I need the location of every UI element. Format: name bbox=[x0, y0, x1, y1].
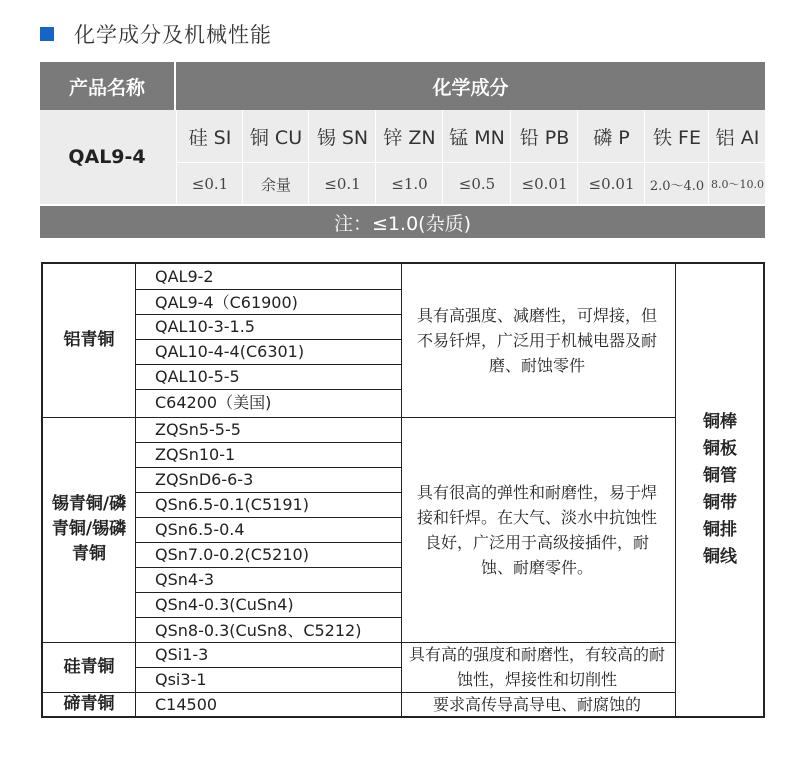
alloy-grade: Qsi3-1 bbox=[155, 670, 207, 689]
alloy-grade: QSn6.5-0.4 bbox=[155, 520, 245, 539]
element-name: 铅 PB bbox=[519, 126, 570, 149]
element-name: 铁 FE bbox=[653, 126, 701, 149]
element-name: 硅 SI bbox=[188, 126, 232, 149]
alloy-category: 碲青铜 bbox=[63, 693, 115, 714]
alloy-grade: ZQSn5-5-5 bbox=[155, 420, 241, 439]
column-divider bbox=[135, 264, 136, 716]
alloy-grade: QAL10-4-4(C6301) bbox=[155, 342, 305, 361]
element-column bbox=[442, 110, 511, 204]
product-form: 铜棒 bbox=[703, 412, 737, 432]
chem-table-body bbox=[40, 110, 765, 204]
section-header bbox=[40, 18, 272, 50]
element-value: ≤1.0 bbox=[376, 162, 443, 205]
element-column bbox=[577, 110, 645, 204]
chemical-composition-table bbox=[40, 62, 765, 238]
impurity-note: 注：≤1.0(杂质) bbox=[40, 206, 765, 238]
element-value: ≤0.01 bbox=[511, 162, 578, 205]
product-form: 铜管 bbox=[703, 466, 737, 486]
element-column bbox=[242, 110, 309, 204]
alloy-grade: QAL10-5-5 bbox=[155, 367, 240, 386]
alloy-description: 具有高强度、减磨性，可焊接，但不易钎焊，广泛用于机械电器及耐磨、耐蚀零件 bbox=[416, 306, 657, 375]
alloy-category: 铝青铜 bbox=[63, 330, 115, 350]
element-value: 2.0～4.0 bbox=[645, 162, 709, 205]
alloy-grade: QAL10-3-1.5 bbox=[155, 317, 255, 336]
alloy-grade: QSn7.0-0.2(C5210) bbox=[155, 545, 309, 564]
alloy-category: 硅青铜 bbox=[63, 656, 115, 677]
element-name: 铝 AI bbox=[715, 126, 760, 149]
alloy-description: 具有很高的弹性和耐磨性，易于焊接和钎焊。在大气、淡水中抗蚀性良好，广泛用于高级接插件，耐蚀、耐磨零件。 bbox=[416, 482, 657, 577]
element-name: 锰 MN bbox=[449, 126, 505, 149]
alloy-category: 锡青铜/磷青铜/锡磷青铜 bbox=[51, 494, 127, 564]
alloy-grade: C14500 bbox=[155, 695, 218, 714]
alloy-grade: ZQSnD6-6-3 bbox=[155, 470, 254, 489]
product-form: 铜带 bbox=[703, 493, 737, 513]
element-column bbox=[510, 110, 578, 204]
element-value: 余量 bbox=[243, 162, 309, 205]
element-column bbox=[375, 110, 443, 204]
product-form: 铜线 bbox=[703, 547, 737, 567]
alloy-description: 具有高的强度和耐磨性，有较高的耐蚀性，焊接性和切削性 bbox=[408, 645, 665, 689]
element-column bbox=[308, 110, 376, 204]
alloy-grade: QSi1-3 bbox=[155, 645, 209, 664]
product-form: 铜排 bbox=[703, 520, 737, 540]
header-chemical-composition: 化学成分 bbox=[176, 62, 765, 110]
element-value: ≤0.01 bbox=[578, 162, 645, 205]
element-name: 锡 SN bbox=[316, 126, 369, 149]
alloy-grade: QAL9-2 bbox=[155, 267, 214, 286]
element-column bbox=[176, 110, 243, 204]
element-name: 磷 P bbox=[593, 126, 630, 149]
alloy-grades-table bbox=[41, 262, 765, 718]
alloy-description: 要求高传导高导电、耐腐蚀的 bbox=[432, 694, 641, 714]
element-value: ≤0.1 bbox=[309, 162, 376, 205]
product-grade: QAL9-4 bbox=[68, 146, 146, 168]
element-value: ≤0.1 bbox=[177, 162, 243, 205]
alloy-grade: QSn6.5-0.1(C5191) bbox=[155, 495, 309, 514]
header-product-name: 产品名称 bbox=[40, 62, 174, 110]
element-name: 锌 ZN bbox=[383, 126, 436, 149]
section-title: 化学成分及机械性能 bbox=[74, 23, 272, 47]
product-form: 铜板 bbox=[703, 439, 737, 459]
alloy-grade: QAL9-4（C61900) bbox=[155, 293, 298, 312]
element-column bbox=[644, 110, 709, 204]
alloy-grade: ZQSn10-1 bbox=[155, 445, 236, 464]
alloy-grade: QSn4-0.3(CuSn4) bbox=[155, 595, 294, 614]
element-value: 8.0～10.0 bbox=[709, 162, 766, 205]
column-divider bbox=[675, 264, 676, 716]
alloy-grade: QSn8-0.3(CuSn8、C5212) bbox=[155, 621, 362, 640]
element-column bbox=[708, 110, 766, 204]
product-forms bbox=[677, 264, 763, 716]
alloy-grade: QSn4-3 bbox=[155, 570, 215, 589]
alloy-grade: C64200（美国) bbox=[155, 393, 272, 412]
element-value: ≤0.5 bbox=[443, 162, 511, 205]
section-marker-icon bbox=[40, 27, 54, 41]
element-name: 铜 CU bbox=[249, 126, 303, 149]
